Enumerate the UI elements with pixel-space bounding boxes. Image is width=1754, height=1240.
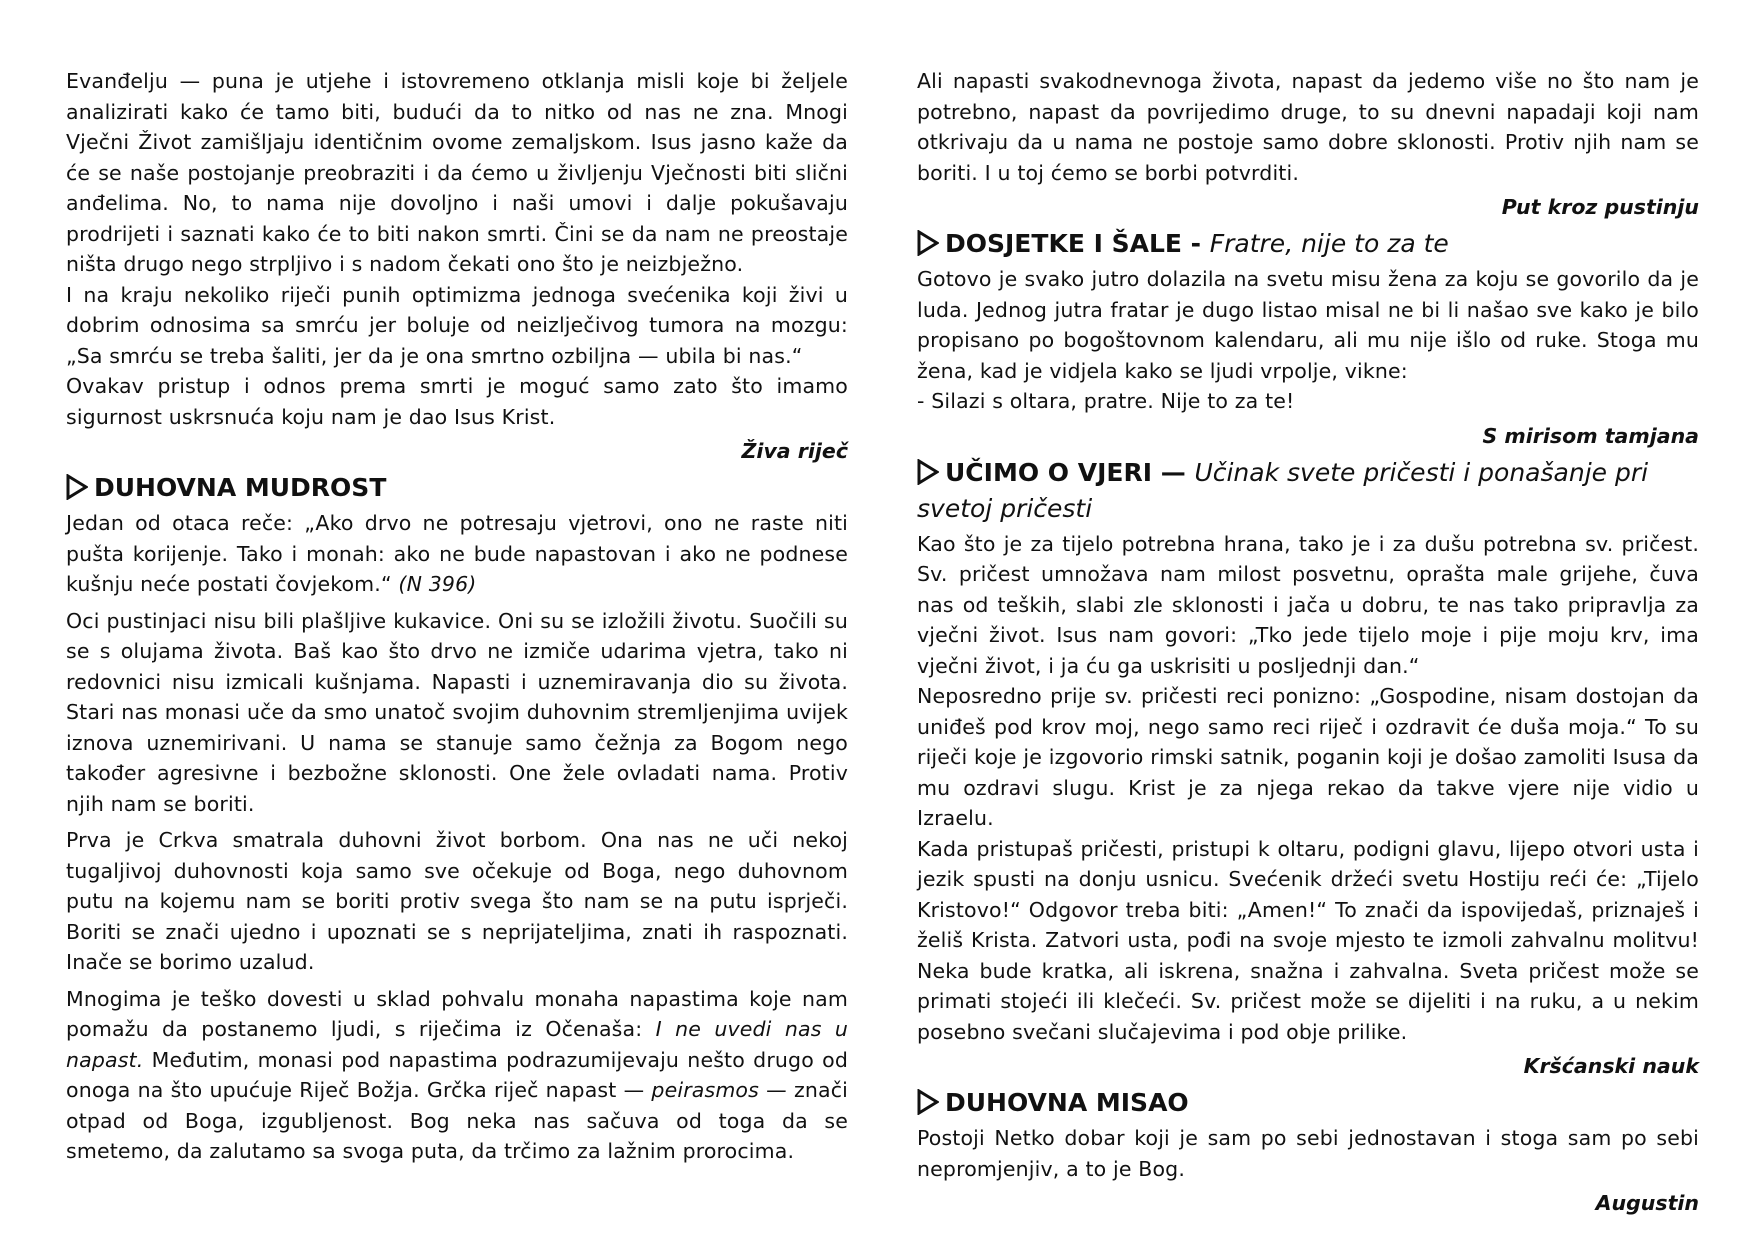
section-subheading-text: Fratre, nije to za te [1209, 229, 1449, 258]
section-heading-ucimo-o-vjeri [917, 455, 1699, 527]
section-heading-text: UČIMO O VJERI — [945, 457, 1195, 487]
paragraph: Neposredno prije sv. pričesti reci ponizno: „Gospodine, nisam dostojan da uniđeš pod krov moj, nego samo reci riječ i ozdravit će duša moja.“ To su riječi koje je izgovorio rimski satnik, poganin koji je došao zamoliti Isusa da mu ozdravi slugu. Krist je za njega rekao da takve vjere nije vidio u Izraelu. [917, 684, 1699, 830]
triangle-bullet-icon [917, 230, 939, 256]
section-heading-duhovna-misao [917, 1085, 1699, 1121]
source-attribution: Put kroz pustinju [1501, 195, 1699, 219]
left-column [66, 66, 848, 1167]
triangle-bullet-icon [917, 459, 939, 485]
right-column [917, 66, 1699, 1222]
paragraph: I na kraju nekoliko riječi punih optimizma jednoga svećenika koji živi u dobrim odnosima sa smrću jer boluje od neizlječivog tumora na mozgu: „Sa smrću se treba šaliti, jer da je ona smrtno ozbiljna — ubila bi nas.“ [66, 282, 848, 368]
triangle-bullet-icon [917, 1089, 939, 1115]
source-attribution: S mirisom tamjana [1482, 423, 1699, 448]
triangle-bullet-icon [66, 474, 88, 500]
paragraph: Kada pristupaš pričesti, pristupi k oltaru, podigni glavu, lijepo otvori usta i jezik spusti na donju usnicu. Svećenik držeći svetu Hostiju reći će: „Tijelo Kristovo!“ Odgovor treba biti: „Amen!“ To znači da ispovijedaš, priznaješ i želiš Krista. Zatvori usta, pođi na svoje mjesto te izmoli zahvalnu molitvu! Neka bude kratka, ali iskrena, snažna i zahvalna. Sveta pričest može se primati stojeći ili klečeći. Sv. pričest može se dijeliti i na ruku, a u nekim posebno svečani slučajevima i pod obje prilike. [917, 836, 1699, 1044]
source-attribution: Augustin [1595, 1191, 1699, 1215]
source-attribution: Kršćanski nauk [1523, 1054, 1699, 1078]
section-heading-dosjetke-i-sale [917, 226, 1699, 262]
paragraph: Gotovo je svako jutro dolazila na svetu misu žena za koju se govorilo da je luda. Jednog jutra fratar je dugo listao misal ne bi li našao sve kako je bilo propisano po bogoštovnom kalendaru, ali mu nije išlo od ruke. Stoga mu žena, kad je vidjela kako se ljudi vrpolje, vikne: [917, 267, 1699, 383]
section-subheading-text: Učinak svete pričesti i ponašanje pri svetoj pričesti [917, 457, 1649, 523]
section-heading-text: DUHOVNA MUDROST [94, 473, 387, 502]
section-heading-duhovna-mudrost [66, 470, 848, 506]
source-attribution: Živa riječ [741, 439, 848, 463]
section-heading-text: DOSJETKE I ŠALE - [945, 229, 1210, 258]
paragraph: - Silazi s oltara, pratre. Nije to za te! [917, 389, 1295, 413]
paragraph: Evanđelju — puna je utjehe i istovremeno otklanja misli koje bi željele analizirati kako će tamo biti, budući da to nitko od nas ne zna. Mnogi Vječni Život zamišljaju identičnim ovome zemaljskom. Isus jasno kaže da će se naše postojanje preobraziti i da ćemo u življenju Vječnosti biti slični anđelima. No, to nama nije dovoljno i naši umovi i dalje pokušavaju prodrijeti i saznati kako će to biti nakon smrti. Čini se da nam ne preostaje ništa drugo nego strpljivo i s nadom čekati ono što je neizbježno. [66, 69, 848, 276]
paragraph: Postoji Netko dobar koji je sam po sebi jednostavan i stoga sam po sebi nepromjenjiv, a to je Bog. [917, 1126, 1699, 1181]
paragraph: Ali napasti svakodnevnoga života, napast da jedemo više no što nam je potrebno, napast da povrijedimo druge, to su dnevni napadaji koji nam otkrivaju da u nama ne postoje samo dobre sklonosti. Protiv njih nam se boriti. I u toj ćemo se borbi potvrditi. [917, 69, 1699, 185]
paragraph: Kao što je za tijelo potrebna hrana, tako je i za dušu potrebna sv. pričest. Sv. pričest umnožava nam milost posvetnu, oprašta male grijehe, čuva nas od teških, slabi zle sklonosti i jača u dobru, te nas tako pripravlja za vječni život. Isus nam govori: „Tko jede tijelo moje i pije moju krv, ima vječni život, i ja ću ga uskrisiti u posljednji dan.“ [917, 531, 1699, 678]
paragraph: Jedan od otaca reče: „Ako drvo ne potresaju vjetrovi, ono ne raste niti pušta korijenje. Tako i monah: ako ne bude napastovan i ako ne podnese kušnju neće postati čovjekom.“ (N 396) [66, 511, 848, 596]
paragraph: Prva je Crkva smatrala duhovni život borbom. Ona nas ne uči nekoj tugaljivoj duhovnosti koja samo sve očekuje od Boga, nego duhovnom putu na kojemu nam se boriti protiv svega što nam se na putu isprječi. Boriti se znači ujedno i upoznati se s neprijateljima, znati ih raspoznati. Inače se borimo uzalud. [66, 828, 848, 974]
paragraph: Mnogima je teško dovesti u sklad pohvalu monaha napastima koje nam pomažu da postanemo ljudi, s riječima iz Očenaša: I ne uvedi nas u napast. Međutim, monasi pod napastima podrazumijevaju nešto drugo od onoga na što upućuje Riječ Božja. Grčka riječ napast — peirasmos — znači otpad od Boga, izgubljenost. Bog neka nas sačuva od toga da se smetemo, da zalutamo sa svoga puta, da trčimo za lažnim prorocima. [66, 986, 848, 1163]
section-heading-text: DUHOVNA MISAO [945, 1088, 1189, 1117]
paragraph: Ovakav pristup i odnos prema smrti je moguć samo zato što imamo sigurnost uskrsnuća koju nam je dao Isus Krist. [66, 374, 848, 429]
paragraph: Oci pustinjaci nisu bili plašljive kukavice. Oni su se izložili životu. Suočili su se s olujama života. Baš kao što drvo ne izmiče udarima vjetra, tako ni redovnici nisu izmicali kušnjama. Napasti i uznemiravanja dio su života. Stari nas monasi uče da smo unatoč svojim duhovnim stremljenjima uvijek iznova uznemirivani. U nama se stanuje samo čežnja za Bogom nego također agresivne i bezbožne sklonosti. One žele ovladati nama. Protiv njih nam se boriti. [66, 608, 848, 816]
